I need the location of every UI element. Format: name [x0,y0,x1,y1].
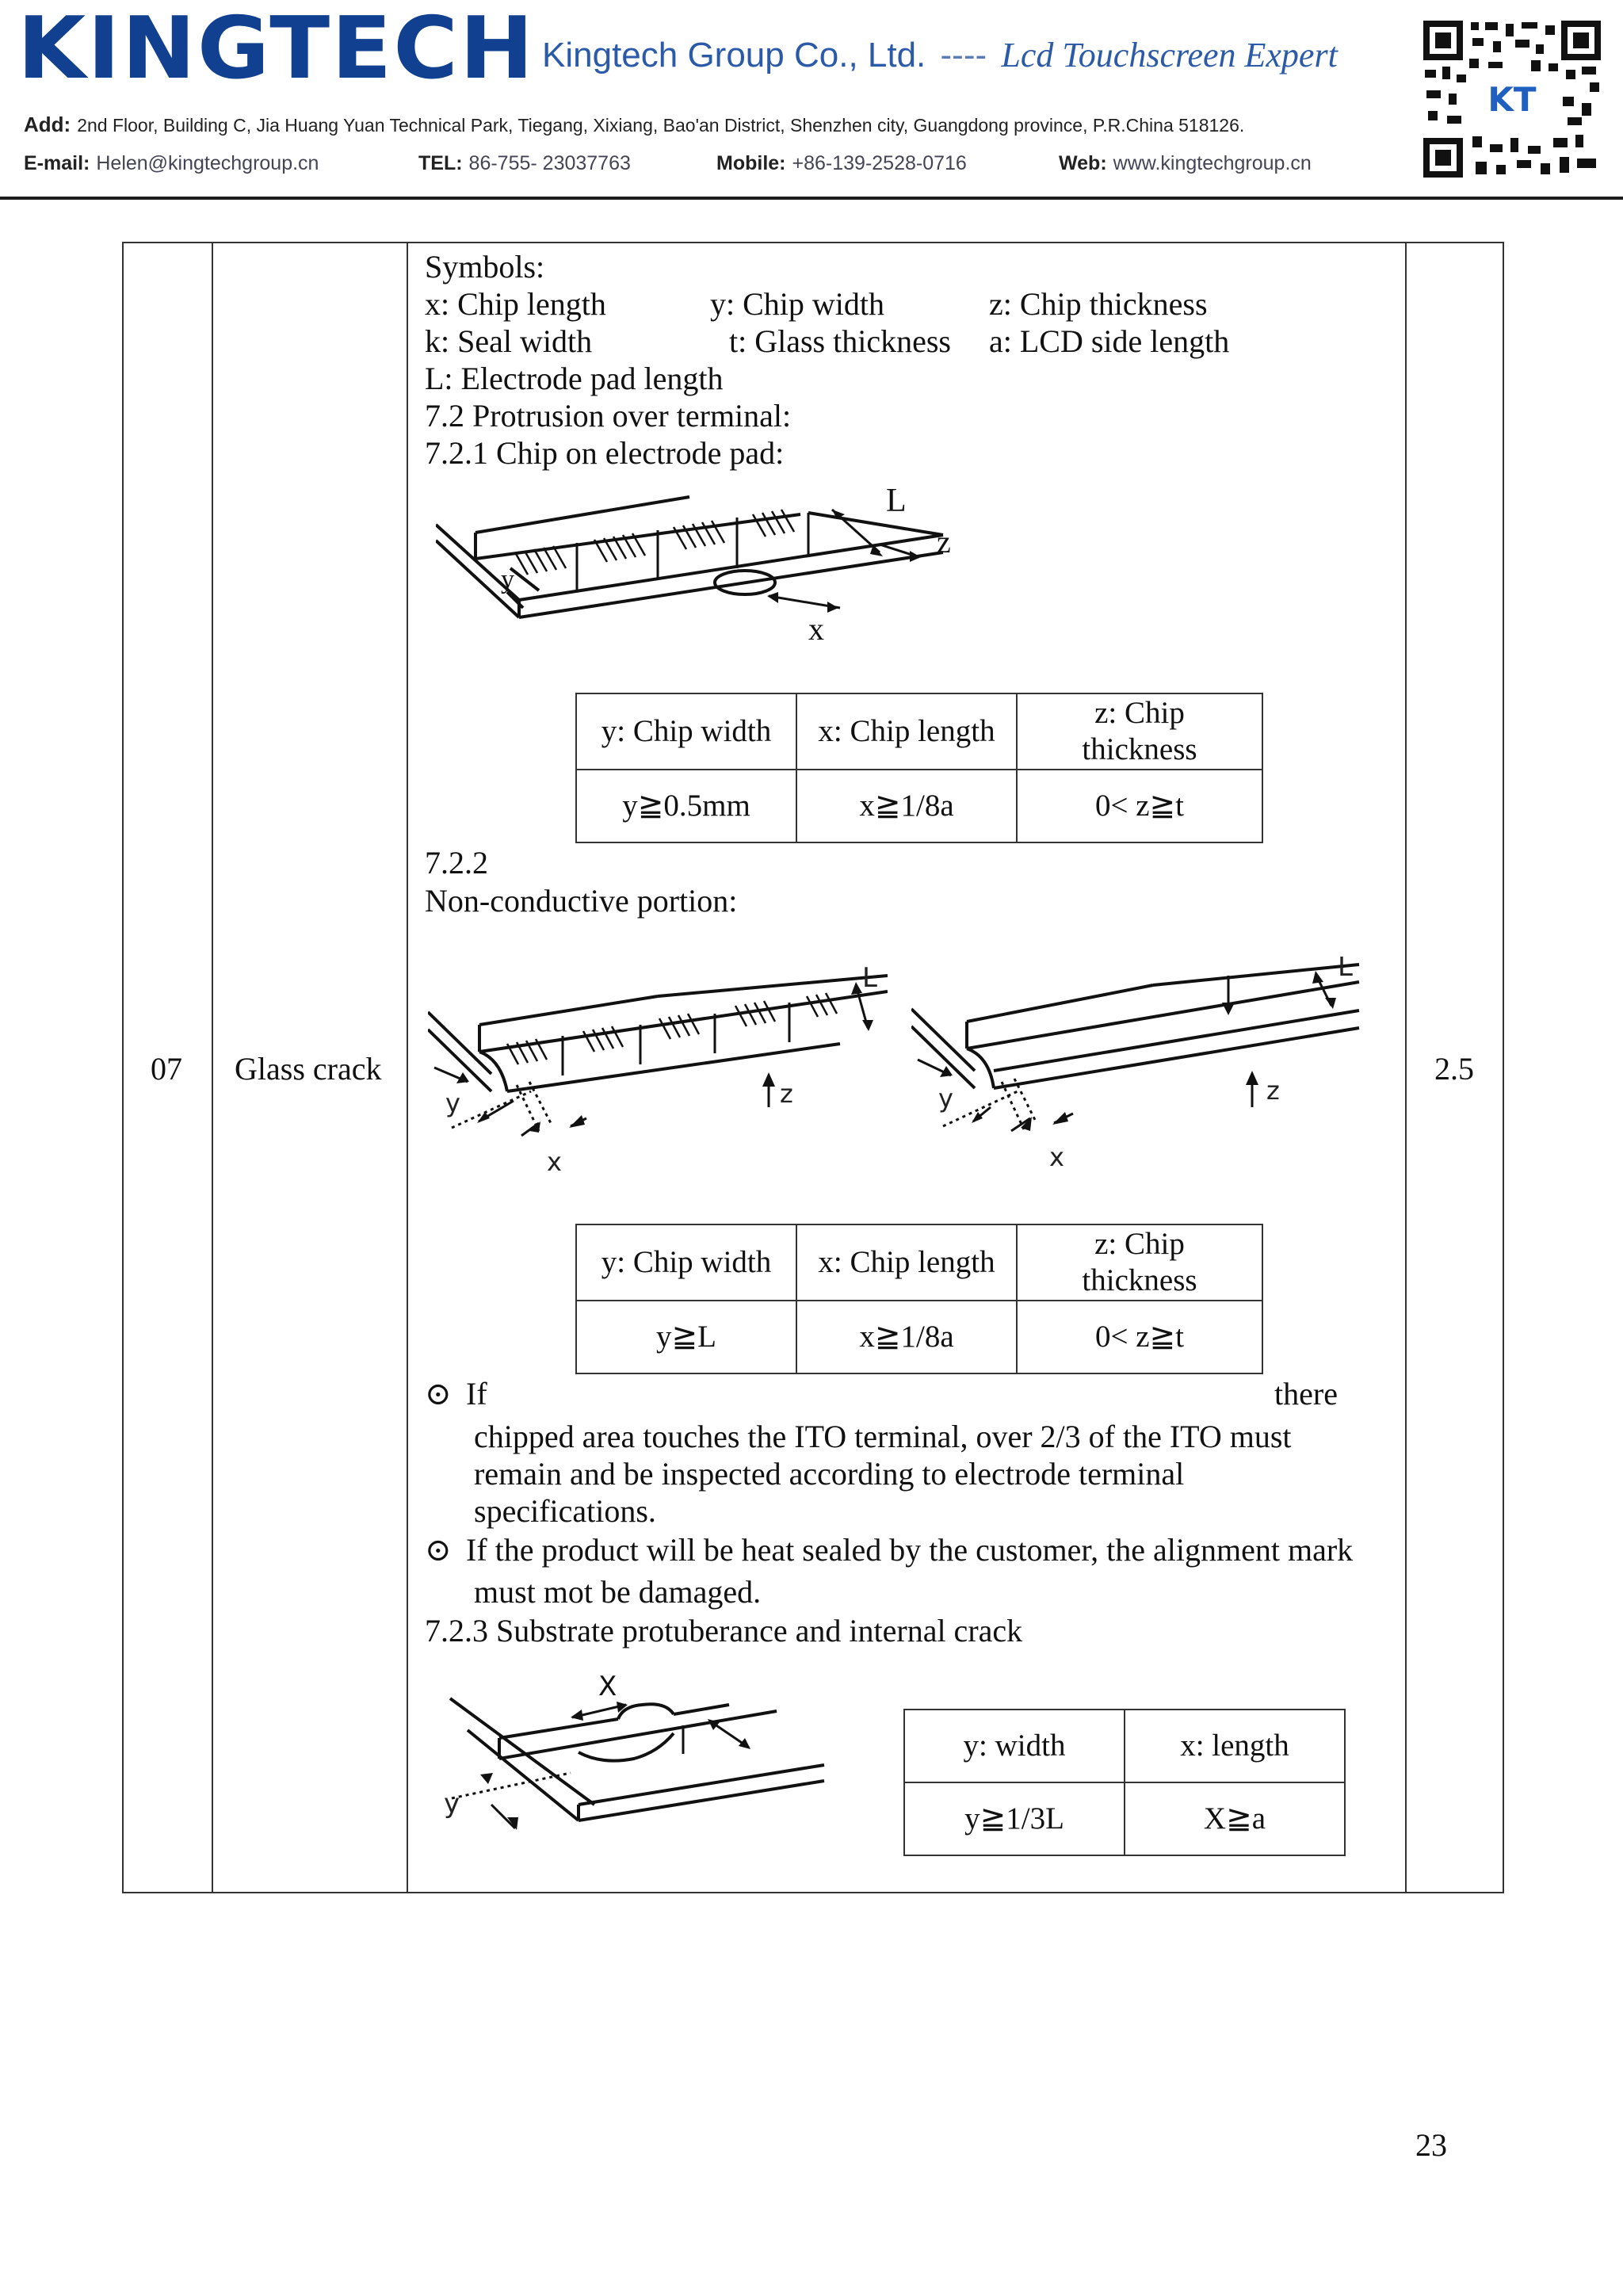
label-z: z [780,1079,793,1109]
table1-value-x: x≧1/8a [796,770,1017,842]
section-7-2-2: 7.2.2 [425,845,488,881]
note2-line1: If the product will be heat sealed by the customer, the alignment mark [466,1532,1354,1568]
table2-value-x: x≧1/8a [796,1301,1017,1373]
company-slogan: Lcd Touchscreen Expert [1001,36,1338,74]
web-item [1059,152,1312,175]
table2-header-z: z: Chip thickness [1017,1224,1262,1301]
company-name: Kingtech Group Co., Ltd. [542,36,926,74]
email-item [24,152,319,175]
web-label: Web: [1059,152,1107,174]
note1-line3: remain and be inspected according to electrode terminal [474,1456,1185,1492]
table1-value-y: y≧0.5mm [576,770,796,842]
chip-on-pad-table [575,693,1263,843]
table1-header-y: y: Chip width [576,693,796,770]
non-conductive-chip-diagram-b [911,957,1371,1179]
label-y: y [444,1788,460,1820]
web-link[interactable]: www.kingtechgroup.cn [1113,152,1312,174]
qr-badge: KT [1487,80,1537,119]
table1-header-z: z: Chip thickness [1017,693,1262,770]
table2-value-y: y≧L [576,1301,796,1373]
tel-number: 86-755- 23037763 [468,152,631,174]
table3-header-y: y: width [904,1710,1125,1782]
table1-header-x: x: Chip length [796,693,1017,770]
table3-value-y: y≧1/3L [904,1782,1125,1855]
symbol-k: k: Seal width [425,323,593,359]
label-z: z [937,524,951,560]
column-divider [407,243,408,1892]
label-L: L [886,483,907,519]
note1-bullet-icon: ⊙ [425,1376,452,1412]
section-7-2: 7.2 Protrusion over terminal: [425,398,792,434]
note2-bullet-icon: ⊙ [425,1532,452,1568]
mobile-label: Mobile: [716,152,786,174]
header-rule [0,197,1623,200]
tel-item [418,152,631,175]
symbol-L: L: Electrode pad length [425,361,724,396]
section-7-2-3: 7.2.3 Substrate protuberance and internal crack [425,1613,1023,1648]
spec-table [122,242,1504,1893]
table2-header-x: x: Chip length [796,1224,1017,1301]
contact-line [24,152,1403,184]
label-z: z [1266,1075,1280,1106]
address-label: Add: [24,113,71,136]
column-divider [212,243,213,1892]
criteria-content [425,243,1423,1892]
email-label: E-mail: [24,152,90,174]
note2-line2: must mot be damaged. [474,1574,762,1610]
label-x: x [808,611,824,647]
email-link[interactable]: Helen@kingtechgroup.cn [96,152,319,174]
non-conductive-table [575,1224,1263,1374]
symbol-z: z: Chip thickness [989,286,1208,322]
symbol-a: a: LCD side length [989,323,1230,359]
substrate-protuberance-diagram [436,1654,832,1844]
address-text: 2nd Floor, Building C, Jia Huang Yuan Technical Park, Tiegang, Xixiang, Bao'an District, Shenzhen city, Guangdong province, P.R.China 518126. [77,115,1245,136]
row-item: Glass crack [235,1051,382,1087]
mobile-item [716,152,967,175]
page-number: 23 [1415,2127,1447,2163]
note1-start: If [466,1376,487,1412]
note1-line2: chipped area touches the ITO terminal, over 2/3 of the ITO must [474,1419,1292,1454]
label-X: X [598,1671,617,1702]
label-y: y [938,1083,953,1114]
table2-header-y: y: Chip width [576,1224,796,1301]
symbol-y: y: Chip width [710,286,885,322]
title-dash: ---- [940,36,987,74]
section-7-2-2-title: Non-conductive portion: [425,883,738,919]
label-x: x [547,1147,562,1177]
label-y: y [445,1088,460,1118]
label-L: L [862,962,877,994]
qr-code-icon [1420,17,1604,181]
address-line [24,113,1244,137]
company-logo: KINGTECH [17,0,536,98]
symbol-x: x: Chip length [425,286,606,322]
note1-line4: specifications. [474,1493,656,1529]
tel-label: TEL: [418,152,463,174]
row-number: 07 [151,1051,182,1087]
electrode-pad-chip-diagram [436,481,975,655]
label-y: y [501,565,514,594]
symbols-heading: Symbols: [425,249,545,285]
label-L: L [1338,957,1353,983]
table2-value-z: 0< z≧t [1017,1301,1262,1373]
row-value: 2.5 [1434,1051,1474,1087]
protuberance-table [903,1709,1346,1856]
section-7-2-1: 7.2.1 Chip on electrode pad: [425,435,785,471]
note1-end: there [1274,1376,1338,1412]
symbol-t: t: Glass thickness [729,323,951,359]
label-x: x [1049,1142,1064,1172]
table3-value-x: X≧a [1125,1782,1345,1855]
company-title [542,35,1338,75]
mobile-number: +86-139-2528-0716 [792,152,967,174]
non-conductive-chip-diagram-a [428,957,888,1179]
table1-value-z: 0< z≧t [1017,770,1262,842]
letterhead [0,0,1623,204]
table3-header-x: x: length [1125,1710,1345,1782]
